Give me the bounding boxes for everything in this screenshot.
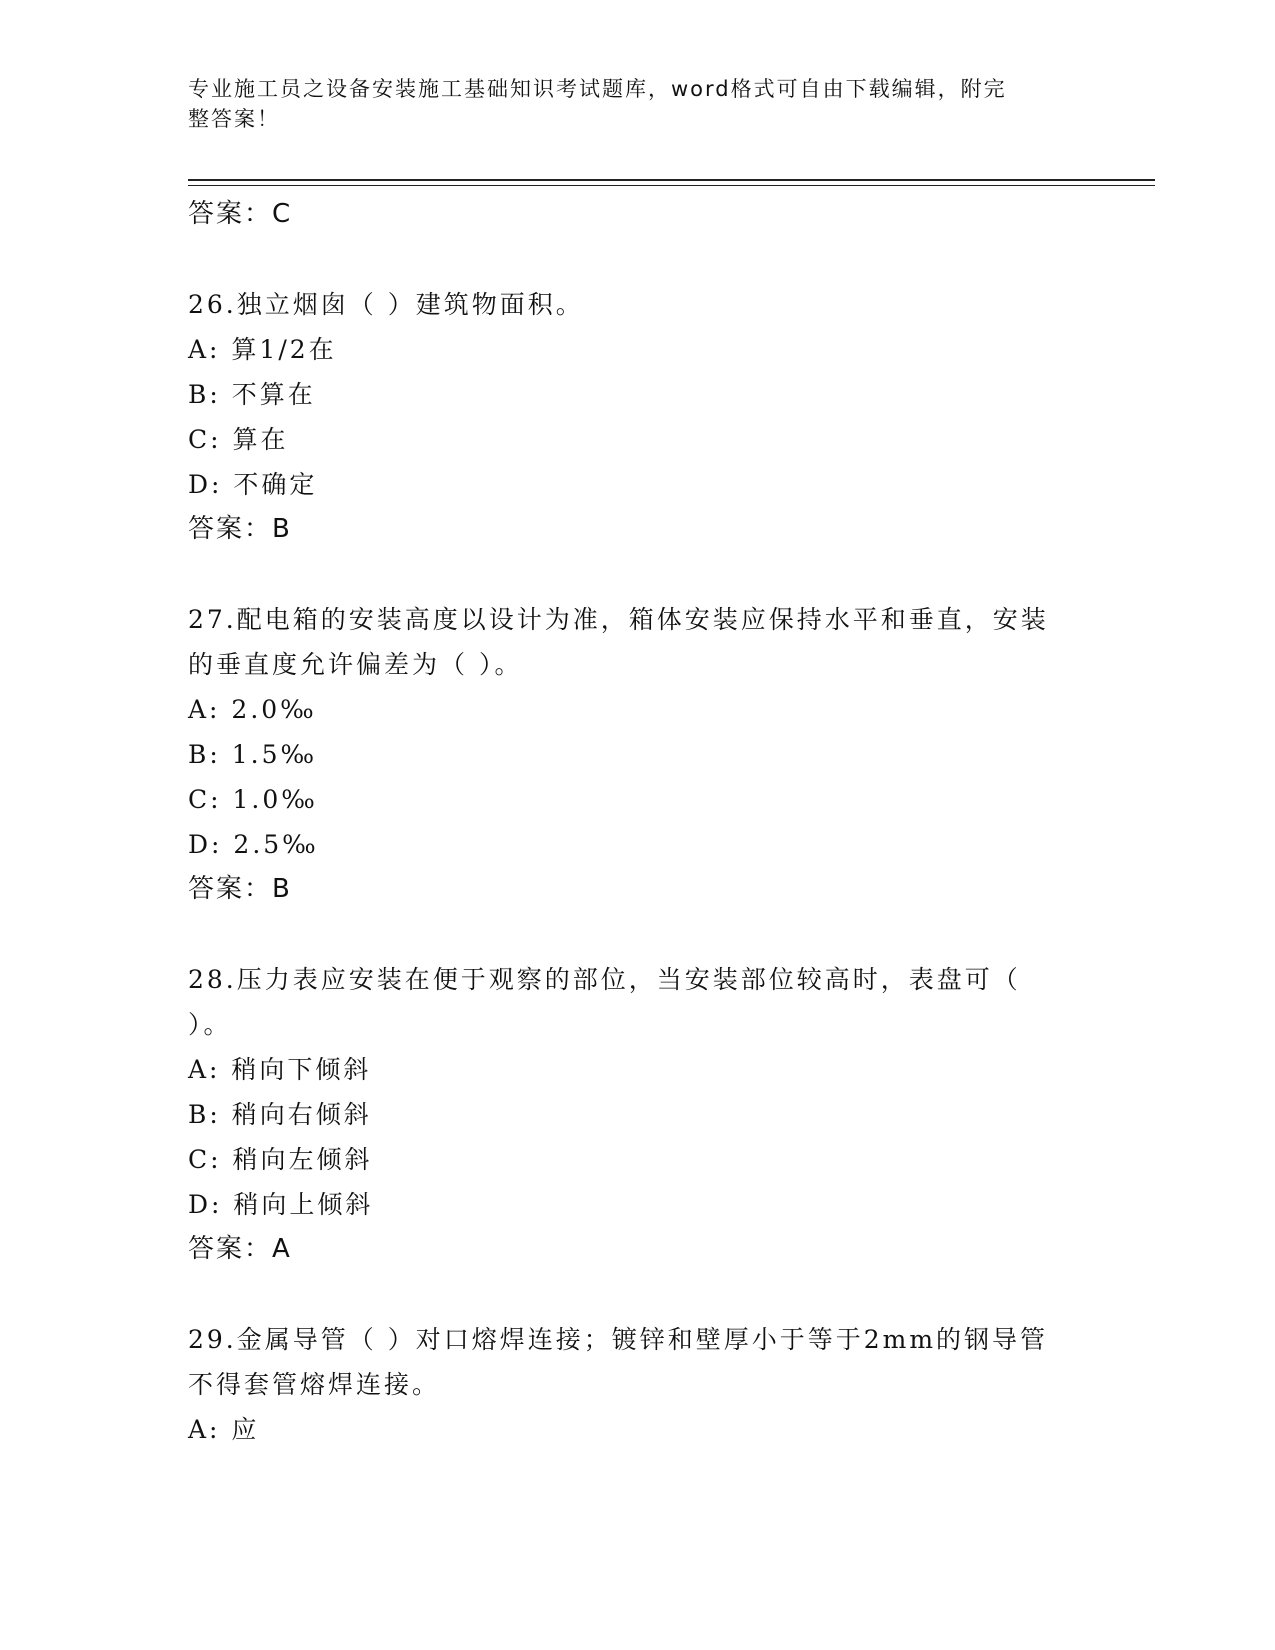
option-b: B: 稍向右倾斜	[188, 1100, 372, 1129]
question-29	[188, 1317, 1088, 1452]
header-line-2: 整答案！	[188, 107, 280, 131]
option-a: A: 2.0‰	[188, 695, 317, 724]
spacer	[188, 912, 1088, 957]
question-stem-continued: 不得套管熔焊连接。	[188, 1370, 441, 1399]
answer-line: 答案：A	[188, 1234, 292, 1264]
spacer	[188, 1272, 1088, 1317]
spacer	[188, 552, 1088, 597]
header-rule-thick	[188, 179, 1155, 181]
question-stem-continued: ）。	[188, 1010, 232, 1039]
option-a: A: 应	[188, 1415, 260, 1444]
answer-line: 答案：C	[188, 199, 293, 229]
option-b: B: 1.5‰	[188, 740, 318, 769]
header-rule-thin	[188, 185, 1155, 186]
question-stem: 27.配电箱的安装高度以设计为准，箱体安装应保持水平和垂直，安装	[188, 605, 1049, 634]
question-stem-continued: 的垂直度允许偏差为（ ）。	[188, 650, 523, 679]
option-c: C: 稍向左倾斜	[188, 1145, 373, 1174]
question-list	[188, 192, 1088, 1452]
option-a: A: 稍向下倾斜	[188, 1055, 372, 1084]
option-d: D: 不确定	[188, 470, 318, 499]
option-c: C: 算在	[188, 425, 289, 454]
option-b: B: 不算在	[188, 380, 316, 409]
answer-line: 答案：B	[188, 874, 292, 904]
option-d: D: 2.5‰	[188, 830, 319, 859]
question-26	[188, 282, 1088, 552]
option-c: C: 1.0‰	[188, 785, 318, 814]
question-stem: 29.金属导管（ ）对口熔焊连接；镀锌和壁厚小于等于2mm的钢导管	[188, 1325, 1049, 1354]
answer-line: 答案：B	[188, 514, 292, 544]
option-a: A: 算1/2在	[188, 335, 337, 364]
option-d: D: 稍向上倾斜	[188, 1190, 374, 1219]
spacer	[188, 237, 1088, 282]
question-27	[188, 597, 1088, 912]
header-line-1: 专业施工员之设备安装施工基础知识考试题库，word格式可自由下载编辑，附完	[188, 77, 1007, 101]
question-28	[188, 957, 1088, 1272]
question-stem: 28.压力表应安装在便于观察的部位，当安装部位较高时，表盘可（	[188, 965, 1021, 994]
question-stem: 26.独立烟囱（ ）建筑物面积。	[188, 290, 584, 319]
document-header	[188, 74, 1088, 134]
